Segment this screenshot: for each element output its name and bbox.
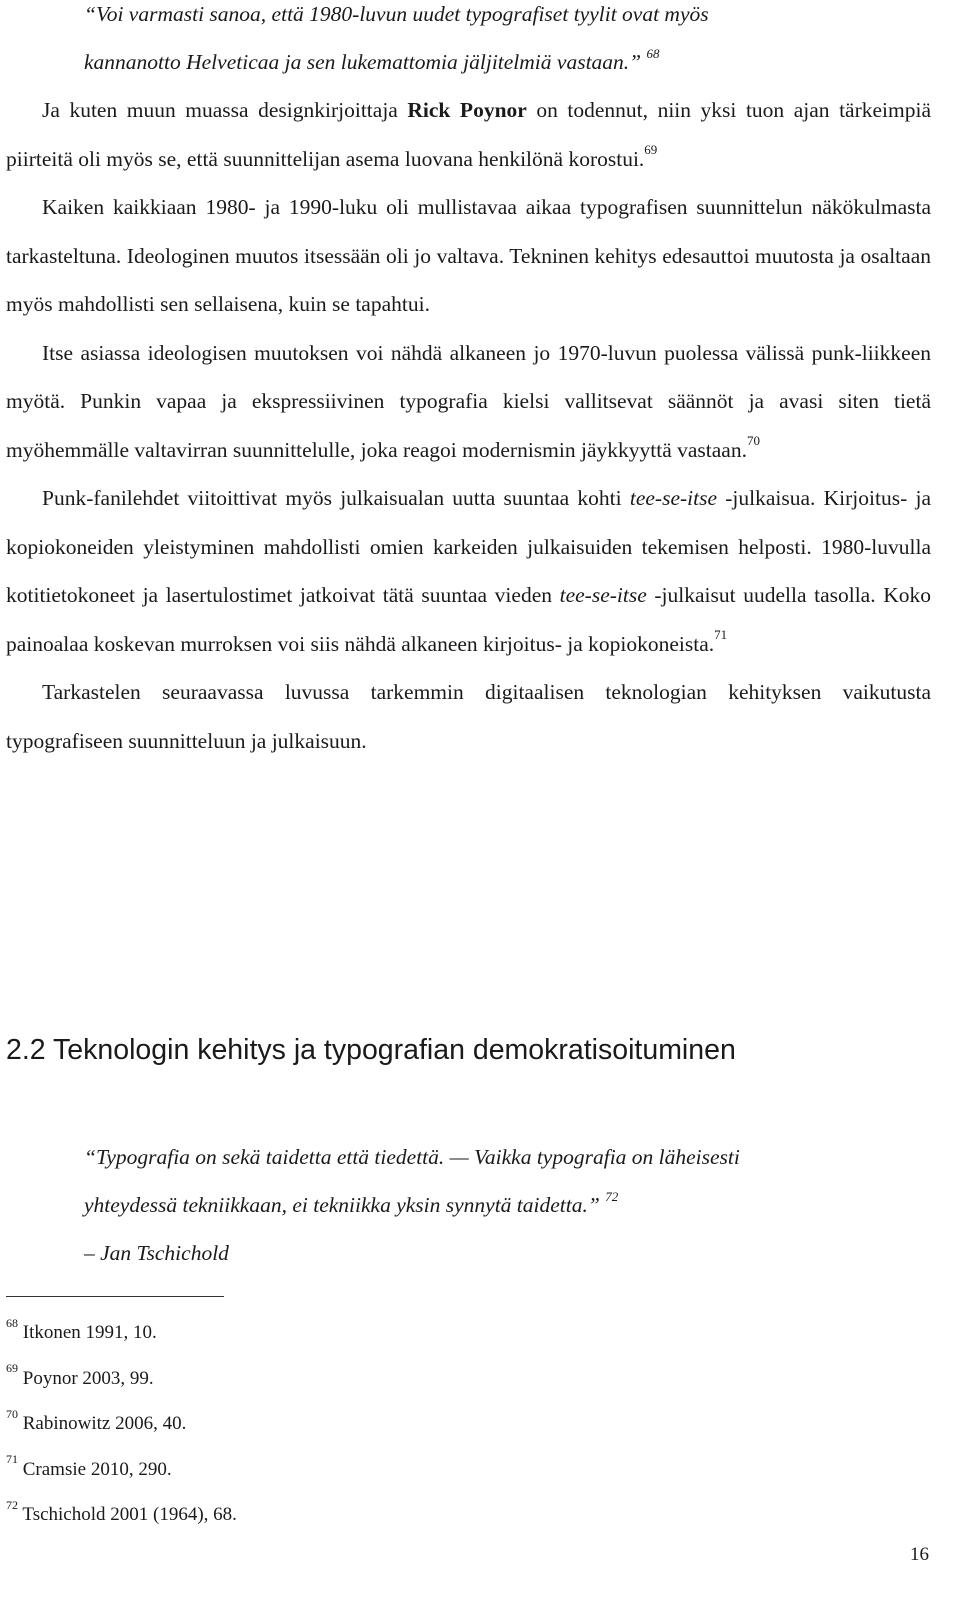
quote-line: “Voi varmasti sanoa, että 1980-luvun uudet typografiset tyylit ovat myös bbox=[84, 2, 709, 26]
footnote-divider bbox=[6, 1296, 224, 1297]
paragraph: Kaiken kaikkiaan 1980- ja 1990-luku oli mullistavaa aikaa typografisen suunnittelun näkökulmasta tarkasteltuna. Ideologinen muutos itsessään oli jo valtava. Tekninen kehitys edesauttoi muutosta ja osaltaan myös mahdollisti sen sellaisena, kuin se tapahtui. bbox=[6, 195, 931, 316]
bold-name: Rick Poynor bbox=[407, 98, 527, 122]
paragraph: Tarkastelen seuraavassa luvussa tarkemmin digitaalisen teknologian kehityksen vaikutusta typografiseen suunnitteluun ja julkaisuun. bbox=[6, 680, 931, 753]
footnote-ref: 71 bbox=[714, 627, 728, 643]
footnote-ref: 68 bbox=[646, 45, 660, 61]
document-page bbox=[6, 0, 932, 1565]
section-heading: 2.2 Teknologin kehitys ja typografian demokratisoituminen bbox=[6, 1034, 736, 1066]
quote-author: – Jan Tschichold bbox=[84, 1241, 229, 1265]
footnote: $^{68}$ Itkonen 1991, 10. bbox=[6, 1315, 157, 1343]
footnote: $^{70}$ Rabinowitz 2006, 40. bbox=[6, 1406, 187, 1434]
footnote-ref: 69 bbox=[644, 142, 658, 158]
paragraph: Itse asiassa ideologisen muutoksen voi nähdä alkaneen jo 1970-luvun puolessa välissä punk-liikkeen myötä. Punkin vapaa ja ekspressiivinen typografia kielsi vallitsevat säännöt ja avasi siten tietä myöhemmälle valtavirran suunnittelulle, joka reagoi modernismin jäykkyyttä vastaan.$^{70}$ bbox=[6, 340, 931, 462]
opening-quote bbox=[6, 0, 931, 86]
footnote-ref: 72 bbox=[605, 1188, 619, 1204]
footnote: $^{71}$ Cramsie 2010, 290. bbox=[6, 1452, 172, 1480]
footnote-ref: 70 bbox=[746, 433, 760, 449]
footnotes bbox=[6, 1310, 237, 1538]
italic-term: tee-se-itse bbox=[629, 486, 718, 510]
epigraph-quote bbox=[6, 1133, 960, 1277]
page-number: 16 bbox=[910, 1544, 929, 1565]
quote-line: “Typografia on sekä taidetta että tiedettä. — Vaikka typografia on läheisesti bbox=[84, 1145, 740, 1169]
paragraph: Punk-fanilehdet viitoittivat myös julkaisualan uutta suuntaa kohti tee-se-itse -julkaisua. Kirjoitus- ja kopiokoneiden yleistyminen mahdollisti omien karkeiden julkaisuiden tekemisen helposti. 1980-luvulla kotitietokoneet ja lasertulostimet jatkoivat tätä suuntaa vieden tee-se-itse -julkaisut uudella tasolla. Koko painoalaa koskevan murroksen voi siis nähdä alkaneen kirjoitus- ja kopiokoneista.$^{71}$ bbox=[6, 486, 932, 656]
footnote: $^{72}$ Tschichold 2001 (1964), 68. bbox=[6, 1497, 237, 1525]
quote-line: kannanotto Helveticaa ja sen lukemattomia jäljitelmiä vastaan.” $^{68}$ bbox=[84, 45, 660, 74]
italic-term: tee-se-itse bbox=[559, 583, 647, 607]
paragraph: Ja kuten muun muassa designkirjoittaja Rick Poynor on todennut, niin yksi tuon ajan tärkeimpiä piirteitä oli myös se, että suunnittelijan asema luovana henkilönä korostui.$^{69}$ bbox=[6, 98, 931, 171]
quote-line: yhteydessä tekniikkaan, ei tekniikka yksin synnytä taidetta.” $^{72}$ bbox=[84, 1188, 619, 1217]
footnote: $^{69}$ Poynor 2003, 99. bbox=[6, 1361, 154, 1389]
